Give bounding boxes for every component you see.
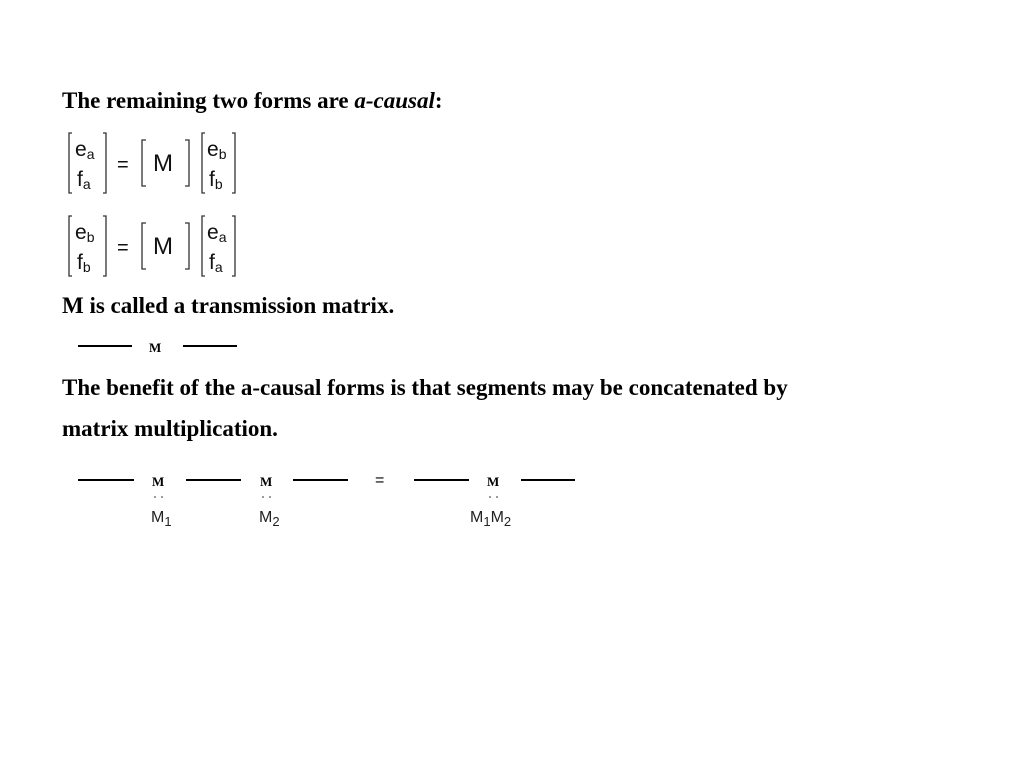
matrix-left-bracket [142,223,146,269]
lhs-left-bracket [69,216,72,276]
lhs-top-symbol: ea [75,138,95,162]
equation-2 [66,213,241,279]
lhs-right-bracket [103,216,106,276]
matrix-symbol: M [153,150,173,177]
lhs-top-symbol: eb [75,221,95,245]
rhs-bottom-symbol: fb [209,168,223,192]
concatenation-diagram [70,466,590,536]
rhs-bottom-symbol: fa [209,251,223,275]
rhs-right-bracket [232,216,235,276]
chain-element-1-label: M [152,474,165,489]
matrix-right-bracket [185,223,189,269]
chain-element-1-dots [154,496,163,498]
single-bond-diagram [70,336,250,358]
intro-suffix: : [434,88,443,113]
bond-element-label: M [149,340,162,355]
matrix-left-bracket [142,140,146,186]
rhs-right-bracket [232,133,235,193]
rhs-left-bracket [202,216,205,276]
chain-element-1-matrix: $M_1$ [151,509,172,529]
intro-text [62,80,443,121]
benefit-text-line-1: The benefit of the a-causal forms is that segments may be concatenated by [62,375,788,400]
chain-element-2-dots [262,496,271,498]
intro-prefix: The remaining two forms are [62,88,355,113]
transmission-text: M is called a transmission matrix. [62,293,395,318]
matrix-symbol: M [153,233,173,260]
lhs-bottom-symbol: fa [77,168,91,192]
chain-result-label: M [487,474,500,489]
benefit-text-line-2: matrix multiplication. [62,416,278,441]
intro-emphasis: a-causal [354,88,435,113]
lhs-bottom-symbol: fb [77,251,91,275]
matrix-right-bracket [185,140,189,186]
equation-1 [66,130,241,196]
chain-element-2-matrix: $M_2$ [259,509,280,529]
rhs-top-symbol: eb [207,138,227,162]
equals-sign: = [117,237,129,259]
lhs-right-bracket [103,133,106,193]
equals-sign: = [117,154,129,176]
chain-element-2-label: M [260,474,273,489]
chain-equals-sign: = [375,472,385,489]
lhs-left-bracket [69,133,72,193]
chain-result-matrix: $M_1M_2$ [470,509,512,529]
rhs-top-symbol: ea [207,221,227,245]
rhs-left-bracket [202,133,205,193]
chain-result-dots [489,496,498,498]
